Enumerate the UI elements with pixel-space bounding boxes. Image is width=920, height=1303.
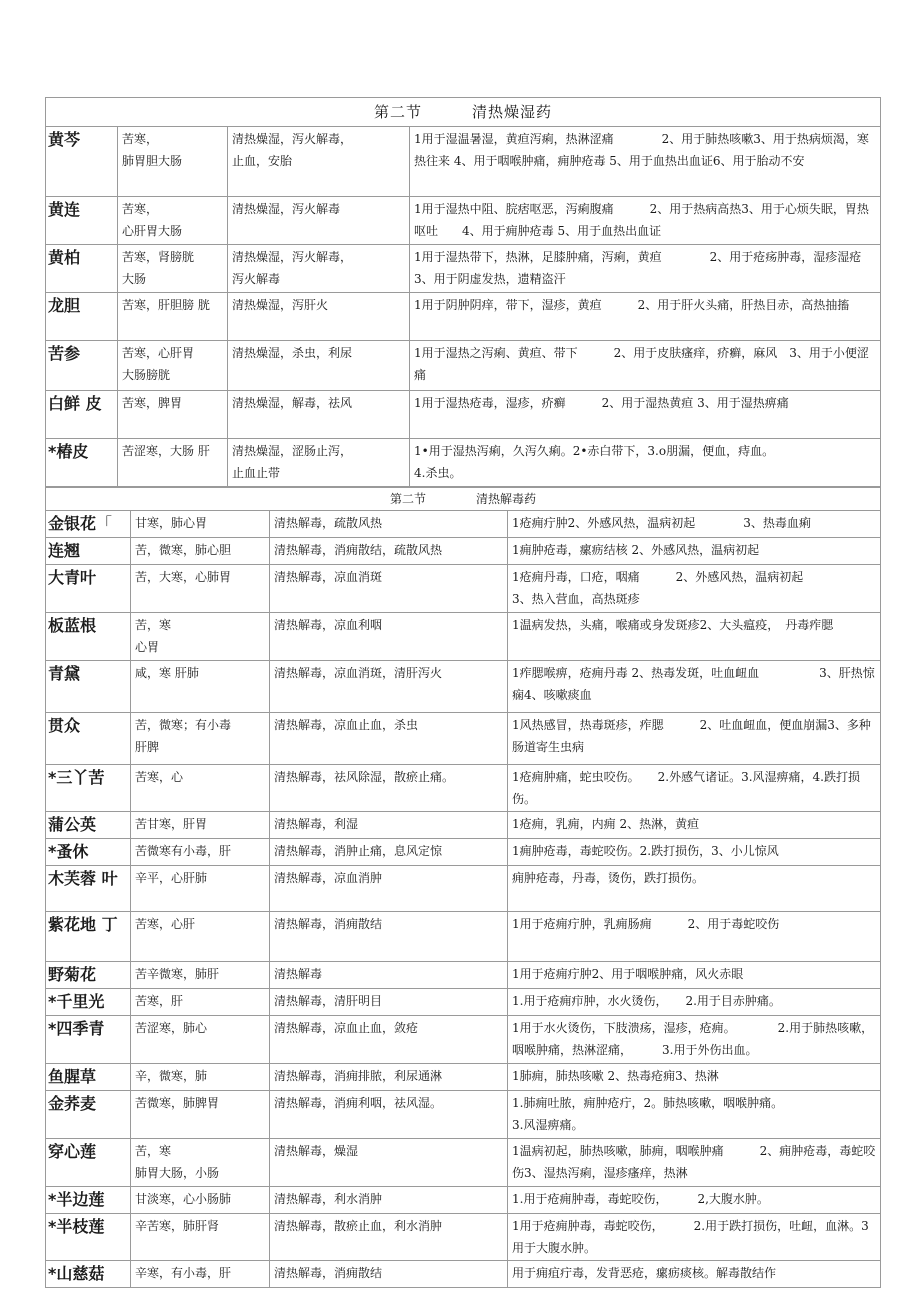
herb-name: 青黛 xyxy=(48,664,81,683)
herb-usage-cell xyxy=(410,245,881,293)
herb-name-cell xyxy=(46,565,131,613)
herb-nature: 苦，寒 肺胃大肠，小肠 xyxy=(135,1144,220,1180)
herb-nature-cell xyxy=(131,812,270,839)
herb-effect: 清热解毒，凉血消斑，清肝泻火 xyxy=(274,666,443,680)
herb-nature: 苦微寒，肺脾胃 xyxy=(135,1096,220,1110)
table-row xyxy=(46,439,881,487)
herb-nature-cell xyxy=(131,511,270,538)
table-row xyxy=(46,866,881,912)
herb-usage-cell xyxy=(508,1261,881,1288)
herb-effect: 清热燥湿，泻肝火 xyxy=(232,298,329,312)
herb-usage: 1疮痈肿痛，蛇虫咬伤。 2.外感气诸证。3.风湿痹痛，4.跌打损伤。 xyxy=(512,770,860,806)
herb-effect-cell xyxy=(270,538,508,565)
herb-name-cell xyxy=(46,613,131,661)
table-row xyxy=(46,1187,881,1214)
herb-nature: 苦寒，肝胆膀 胱 xyxy=(122,298,210,312)
herb-name: 木芙蓉 叶 xyxy=(48,869,118,888)
herb-nature: 苦甘寒，肝胃 xyxy=(135,817,208,831)
herb-effect: 清热解毒，疏散风热 xyxy=(274,516,383,530)
herb-nature-cell xyxy=(131,1187,270,1214)
herb-usage: 1温病发热，头痛，喉痛或身发斑疹2、大头瘟疫， 丹毒痄腮 xyxy=(512,618,834,632)
herb-effect: 清热解毒，消痈排脓，利尿通淋 xyxy=(274,1069,443,1083)
herb-name: 紫花地 丁 xyxy=(48,915,118,934)
herb-effect-cell xyxy=(270,713,508,765)
herb-effect: 清热解毒，凉血消斑 xyxy=(274,570,383,584)
table-row xyxy=(46,565,881,613)
herb-name-cell xyxy=(46,1091,131,1139)
herb-name-cell xyxy=(46,812,131,839)
herb-name: 黄芩 xyxy=(48,130,81,149)
herb-effect: 清热解毒，消痈散结，疏散风热 xyxy=(274,543,443,557)
herb-nature: 甘淡寒，心小肠肺 xyxy=(135,1192,232,1206)
herb-effect: 清热燥湿，泻火解毒 xyxy=(232,202,341,216)
herb-nature-cell xyxy=(131,661,270,713)
herb-name-cell xyxy=(46,765,131,812)
herb-effect: 清热燥湿，泻火解毒， 止血，安胎 xyxy=(232,132,353,168)
herb-effect-cell xyxy=(270,1091,508,1139)
table-heat-toxin xyxy=(45,487,881,1288)
herb-usage: 1风热感冒，热毒斑疹，痄腮 2、吐血衄血，便血崩漏3、多种肠道寄生虫病 xyxy=(512,718,871,754)
herb-usage-cell xyxy=(508,613,881,661)
herb-effect: 清热解毒，消痈利咽，祛风湿。 xyxy=(274,1096,443,1110)
herb-effect: 清热解毒，利水消肿 xyxy=(274,1192,383,1206)
table-row xyxy=(46,1091,881,1139)
herb-effect: 清热解毒，凉血利咽 xyxy=(274,618,383,632)
herb-nature-cell xyxy=(118,391,228,439)
herb-effect-cell xyxy=(270,511,508,538)
herb-usage: 1痈肿疮毒，瘰疬结核 2、外感风热，温病初起 xyxy=(512,543,760,557)
herb-usage-cell xyxy=(508,538,881,565)
herb-usage-cell xyxy=(508,511,881,538)
herb-nature: 苦，微寒，肺心胆 xyxy=(135,543,232,557)
herb-usage: 1用于疮痈肿毒，毒蛇咬伤， 2.用于跌打损伤，吐衄，血淋。3用于大腹水肿。 xyxy=(512,1219,869,1255)
herb-usage-cell xyxy=(508,812,881,839)
herb-name-cell xyxy=(46,511,131,538)
herb-nature: 苦寒，肝 xyxy=(135,994,184,1008)
herb-nature-cell xyxy=(131,1139,270,1187)
table-row xyxy=(46,613,881,661)
herb-name-cell xyxy=(46,1139,131,1187)
section-title: 清热解毒药 xyxy=(476,492,537,506)
herb-name-cell xyxy=(46,538,131,565)
herb-effect-cell xyxy=(270,661,508,713)
herb-nature: 苦辛微寒，肺肝 xyxy=(135,967,220,981)
herb-usage: 1用于水火烫伤，下肢溃疡，湿疹，疮痈。 2.用于肺热咳嗽，咽喉肿痛，热淋涩痛， 3.用于外伤出血。 xyxy=(512,1021,874,1057)
herb-nature-cell xyxy=(131,866,270,912)
table-heat-dampness xyxy=(45,97,881,487)
herb-name: 龙胆 xyxy=(48,296,81,315)
herb-effect: 清热解毒，祛风除湿，散瘀止痛。 xyxy=(274,770,455,784)
herb-effect: 清热解毒 xyxy=(274,967,323,981)
herb-usage-cell xyxy=(508,989,881,1016)
herb-usage: 1用于疮痈疔肿2、用于咽喉肿痛，风火赤眼 xyxy=(512,967,744,981)
herb-nature: 苦寒，心肝 xyxy=(135,917,196,931)
herb-effect: 清热燥湿，泻火解毒， 泻火解毒 xyxy=(232,250,353,286)
herb-effect-cell xyxy=(228,127,410,197)
table-row xyxy=(46,912,881,962)
herb-name-cell xyxy=(46,245,118,293)
herb-nature-cell xyxy=(131,1091,270,1139)
herb-name: *半边莲 xyxy=(48,1190,105,1209)
herb-nature-cell xyxy=(131,613,270,661)
herb-usage-cell xyxy=(508,839,881,866)
herb-effect-cell xyxy=(270,1187,508,1214)
herb-nature-cell xyxy=(118,439,228,487)
herb-name-cell xyxy=(46,866,131,912)
herb-effect: 清热解毒，凉血止血，杀虫 xyxy=(274,718,419,732)
table-row xyxy=(46,812,881,839)
table-row xyxy=(46,341,881,391)
herb-name: *三丫苦 xyxy=(48,768,105,787)
table-row xyxy=(46,127,881,197)
herb-usage: 1•用于湿热泻痢，久泻久痢。2•赤白带下，3.o朋漏，便血，痔血。 4.杀虫。 xyxy=(414,444,775,480)
herb-nature: 辛寒，有小毒，肝 xyxy=(135,1266,232,1280)
herb-name: *山慈菇 xyxy=(48,1264,105,1283)
herb-usage-cell xyxy=(508,565,881,613)
herb-nature: 甘寒，肺心胃 xyxy=(135,516,208,530)
herb-effect-cell xyxy=(270,1261,508,1288)
herb-effect-cell xyxy=(270,1139,508,1187)
herb-name-cell xyxy=(46,962,131,989)
herb-effect-cell xyxy=(270,962,508,989)
herb-nature: 苦寒， 肺胃胆大肠 xyxy=(122,132,183,168)
herb-effect-cell xyxy=(270,565,508,613)
herb-nature: 苦寒，心肝胃 大肠膀胱 xyxy=(122,346,195,382)
herb-effect-cell xyxy=(270,1064,508,1091)
herb-name: 黄柏 xyxy=(48,248,81,267)
table-row xyxy=(46,962,881,989)
herb-usage-cell xyxy=(508,1064,881,1091)
table-row xyxy=(46,1261,881,1288)
herb-nature: 苦涩寒，肺心 xyxy=(135,1021,208,1035)
herb-name: 苦参 xyxy=(48,344,81,363)
herb-nature: 苦，大寒，心肺胃 xyxy=(135,570,232,584)
herb-nature-cell xyxy=(131,962,270,989)
section-heading-row xyxy=(46,488,881,511)
herb-usage-cell xyxy=(410,293,881,341)
herb-usage: 1痄腮喉痹，疮痈丹毒 2、热毒发斑，吐血衄血 3、肝热惊痫4、咳嗽痰血 xyxy=(512,666,875,702)
herb-nature-cell xyxy=(131,989,270,1016)
herb-usage: 1用于湿热带下，热淋，足膝肿痛，泻痢，黄疸 2、用于疮疡肿毒，湿疹湿疮3、用于阴虚发热，遗精盗汗 xyxy=(414,250,862,286)
herb-name: 野菊花 xyxy=(48,965,97,984)
herb-effect-cell xyxy=(228,293,410,341)
herb-usage: 1.用于疮痈疖肿，水火烫伤， 2.用于目赤肿痛。 xyxy=(512,994,781,1008)
table-row xyxy=(46,1016,881,1064)
herb-effect-cell xyxy=(270,912,508,962)
herb-effect-cell xyxy=(270,839,508,866)
herb-nature-cell xyxy=(131,1064,270,1091)
herb-name-cell xyxy=(46,912,131,962)
herb-usage: 1用于湿热之泻痢、黄疸、带下 2、用于皮肤瘙痒，疥癣，麻风 3、用于小便涩痛 xyxy=(414,346,869,382)
table-row xyxy=(46,989,881,1016)
herb-nature-cell xyxy=(131,713,270,765)
herb-name-mark: 「 xyxy=(96,514,113,533)
herb-nature: 辛，微寒，肺 xyxy=(135,1069,208,1083)
herb-usage: 1.用于疮痈肿毒，毒蛇咬伤， 2,大腹水肿。 xyxy=(512,1192,769,1206)
herb-nature-cell xyxy=(131,839,270,866)
herb-effect-cell xyxy=(270,1016,508,1064)
herb-effect: 清热解毒，清肝明目 xyxy=(274,994,383,1008)
herb-effect-cell xyxy=(228,245,410,293)
herb-nature-cell xyxy=(131,565,270,613)
herb-usage-cell xyxy=(410,439,881,487)
herb-name: 鱼腥草 xyxy=(48,1067,97,1086)
herb-nature-cell xyxy=(118,197,228,245)
herb-nature-cell xyxy=(118,341,228,391)
herb-usage-cell xyxy=(508,1139,881,1187)
herb-usage-cell xyxy=(508,962,881,989)
herb-nature: 苦，寒 心胃 xyxy=(135,618,172,654)
section-heading xyxy=(46,488,881,511)
herb-effect: 清热解毒，消痈散结 xyxy=(274,1266,383,1280)
herb-name-cell xyxy=(46,391,118,439)
herb-effect: 清热解毒，凉血止血，敛疮 xyxy=(274,1021,419,1035)
herb-nature-cell xyxy=(131,1016,270,1064)
herb-nature: 苦涩寒，大肠 肝 xyxy=(122,444,210,458)
herb-name-cell xyxy=(46,713,131,765)
herb-effect-cell xyxy=(270,1214,508,1261)
herb-usage: 痈肿疮毒，丹毒，烫伤，跌打损伤。 xyxy=(512,871,705,885)
herb-nature-cell xyxy=(131,912,270,962)
herb-usage-cell xyxy=(508,1214,881,1261)
herb-effect-cell xyxy=(228,439,410,487)
herb-name-cell xyxy=(46,439,118,487)
herb-usage-cell xyxy=(508,912,881,962)
herb-nature: 咸，寒 肝肺 xyxy=(135,666,199,680)
herb-effect-cell xyxy=(270,765,508,812)
herb-usage: 1温病初起，肺热咳嗽，肺痈，咽喉肿痛 2、痈肿疮毒，毒蛇咬伤3、湿热泻痢，湿疹瘙痒，热淋 xyxy=(512,1144,876,1180)
herb-effect-cell xyxy=(270,812,508,839)
table-row xyxy=(46,391,881,439)
herb-usage-cell xyxy=(410,197,881,245)
herb-nature: 辛平，心肝肺 xyxy=(135,871,208,885)
table-row xyxy=(46,713,881,765)
herb-name: *蚤休 xyxy=(48,842,89,861)
herb-usage-cell xyxy=(410,127,881,197)
herb-name: *椿皮 xyxy=(48,442,89,461)
herb-nature: 苦寒，肾膀胱 大肠 xyxy=(122,250,195,286)
herb-nature-cell xyxy=(131,1214,270,1261)
herb-name-cell xyxy=(46,661,131,713)
table-row xyxy=(46,1139,881,1187)
herb-effect: 清热解毒，消肿止痛，息风定惊 xyxy=(274,844,443,858)
herb-effect: 清热解毒，散瘀止血，利水消肿 xyxy=(274,1219,443,1233)
herb-usage: 1.肺痈吐脓，痈肿疮疔，2。肺热咳嗽，咽喉肿痛。 3.风湿痹痛。 xyxy=(512,1096,784,1132)
herb-name-cell xyxy=(46,293,118,341)
table-row xyxy=(46,1214,881,1261)
herb-name: 贯众 xyxy=(48,716,81,735)
herb-usage: 1用于阴肿阴痒，带下，湿疹，黄疸 2、用于肝火头痛，肝热目赤，高热抽搐 xyxy=(414,298,850,312)
herb-usage-cell xyxy=(508,1016,881,1064)
herb-effect-cell xyxy=(228,197,410,245)
herb-name: 金荞麦 xyxy=(48,1094,97,1113)
herb-name: *半枝莲 xyxy=(48,1217,105,1236)
herb-usage: 1用于湿热疮毒，湿疹，疥癣 2、用于湿热黄疸 3、用于湿热痹痛 xyxy=(414,396,789,410)
herb-name-cell xyxy=(46,1064,131,1091)
herb-nature-cell xyxy=(118,293,228,341)
herb-name: 黄连 xyxy=(48,200,81,219)
herb-nature-cell xyxy=(131,538,270,565)
section-number: 第二节 xyxy=(390,492,427,506)
herb-usage: 1用于湿温暑湿，黄疸泻痢，热淋涩痛 2、用于肺热咳嗽3、用于热病烦渴，寒热往来 4、用于咽喉肿痛，痈肿疮毒 5、用于血热出血证6、用于胎动不安 xyxy=(414,132,869,168)
section-heading-row xyxy=(46,98,881,127)
table-row xyxy=(46,197,881,245)
herb-name-cell xyxy=(46,1261,131,1288)
herb-effect: 清热燥湿，杀虫，利尿 xyxy=(232,346,353,360)
herb-table-sheet xyxy=(45,97,880,1288)
herb-name: 板蓝根 xyxy=(48,616,97,635)
herb-usage: 1肺痈，肺热咳嗽 2、热毒疮痈3、热淋 xyxy=(512,1069,719,1083)
table-row xyxy=(46,245,881,293)
herb-name-cell xyxy=(46,1016,131,1064)
herb-name: 金银花 xyxy=(48,514,97,533)
herb-name: 白鲜 皮 xyxy=(48,394,102,413)
herb-name-cell xyxy=(46,989,131,1016)
herb-effect: 清热解毒，消痈散结 xyxy=(274,917,383,931)
herb-effect-cell xyxy=(270,866,508,912)
herb-effect-cell xyxy=(228,341,410,391)
herb-effect-cell xyxy=(228,391,410,439)
herb-effect-cell xyxy=(270,613,508,661)
herb-usage-cell xyxy=(508,866,881,912)
table-row xyxy=(46,661,881,713)
table-row xyxy=(46,839,881,866)
herb-usage: 1用于湿热中阻、脘痞呕恶，泻痢腹痛 2、用于热病高热3、用于心烦失眠，胃热呕吐 4、用于痈肿疮毒 5、用于血热出血证 xyxy=(414,202,869,238)
herb-usage-cell xyxy=(410,341,881,391)
herb-name-cell xyxy=(46,839,131,866)
herb-name-cell xyxy=(46,341,118,391)
herb-usage-cell xyxy=(508,1187,881,1214)
herb-nature-cell xyxy=(118,127,228,197)
herb-name: 穿心莲 xyxy=(48,1142,97,1161)
herb-name-cell xyxy=(46,197,118,245)
herb-name: 蒲公英 xyxy=(48,815,97,834)
herb-name-cell xyxy=(46,1187,131,1214)
herb-usage: 1疮痈疔肿2、外感风热，温病初起 3、热毒血痢 xyxy=(512,516,811,530)
herb-effect-cell xyxy=(270,989,508,1016)
herb-name: 连翘 xyxy=(48,541,81,560)
herb-nature-cell xyxy=(131,765,270,812)
table-row xyxy=(46,293,881,341)
herb-usage: 用于痈疽疔毒，发背恶疮，瘰疬痰核。解毒散结作 xyxy=(512,1266,777,1280)
table-row xyxy=(46,765,881,812)
herb-name: *千里光 xyxy=(48,992,105,1011)
section-heading xyxy=(46,98,881,127)
herb-nature: 苦微寒有小毒，肝 xyxy=(135,844,232,858)
herb-usage: 1疮痈，乳痈，内痈 2、热淋，黄疸 xyxy=(512,817,700,831)
herb-effect: 清热燥湿，解毒，祛风 xyxy=(232,396,353,410)
herb-usage-cell xyxy=(508,765,881,812)
herb-nature-cell xyxy=(118,245,228,293)
herb-effect: 清热解毒，利湿 xyxy=(274,817,359,831)
herb-nature: 苦寒，脾胃 xyxy=(122,396,183,410)
herb-usage-cell xyxy=(508,713,881,765)
table-row xyxy=(46,511,881,538)
herb-name-cell xyxy=(46,1214,131,1261)
table-row xyxy=(46,538,881,565)
herb-nature: 苦寒， 心肝胃大肠 xyxy=(122,202,183,238)
herb-usage: 1痈肿疮毒，毒蛇咬伤。2.跌打损伤，3、小儿惊风 xyxy=(512,844,779,858)
herb-name: 大青叶 xyxy=(48,568,97,587)
herb-nature-cell xyxy=(131,1261,270,1288)
herb-name: *四季青 xyxy=(48,1019,105,1038)
herb-nature: 苦寒，心 xyxy=(135,770,184,784)
herb-effect: 清热燥湿，涩肠止泻， 止血止带 xyxy=(232,444,353,480)
herb-usage-cell xyxy=(410,391,881,439)
herb-usage: 1疮痈丹毒，口疮，咽痛 2、外感风热，温病初起 3、热入营血，高热斑疹 xyxy=(512,570,804,606)
section-number: 第二节 xyxy=(374,103,423,121)
herb-usage-cell xyxy=(508,1091,881,1139)
herb-effect: 清热解毒，凉血消肿 xyxy=(274,871,383,885)
table-row xyxy=(46,1064,881,1091)
section-title: 清热燥湿药 xyxy=(472,103,553,121)
herb-name-cell xyxy=(46,127,118,197)
herb-usage: 1用于疮痈疔肿，乳痈肠痈 2、用于毒蛇咬伤 xyxy=(512,917,780,931)
herb-usage-cell xyxy=(508,661,881,713)
herb-effect: 清热解毒，燥湿 xyxy=(274,1144,359,1158)
herb-nature: 辛苦寒，肺肝肾 xyxy=(135,1219,220,1233)
herb-nature: 苦，微寒；有小毒 肝脾 xyxy=(135,718,232,754)
